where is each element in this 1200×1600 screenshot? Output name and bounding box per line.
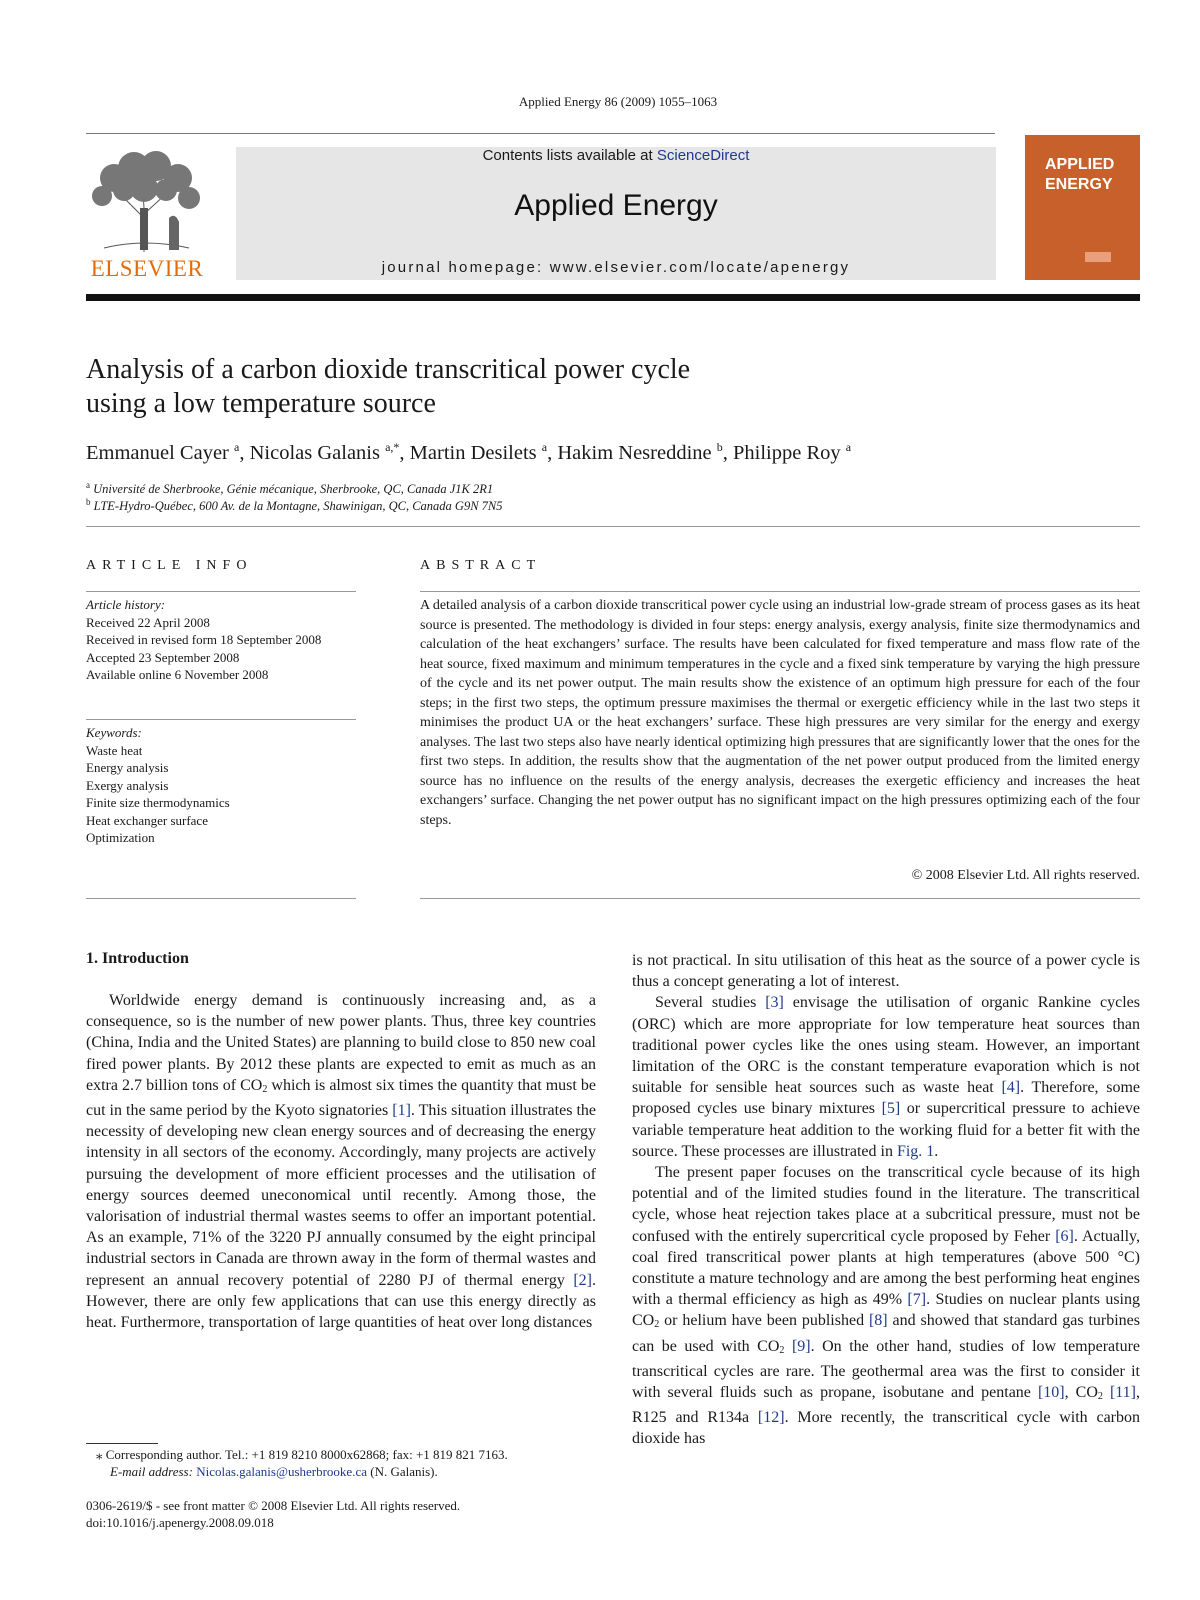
author-affiliation-mark: a [234,440,240,454]
journal-banner [236,147,996,280]
text-run: Several studies [655,994,766,1012]
affiliation-mark: a [86,480,90,490]
reference-link[interactable]: [1] [392,1102,411,1120]
text-run: . Studies on nuclear plants using CO [632,1291,1140,1330]
abstract-heading: ABSTRACT [420,558,542,573]
text-run: . Actually, coal fired transcritical power plants at high temperatures (above 500 °C) constitute a mature technology and are among the best performing heat engines with a thermal efficiency as high as 49% [632,1227,1140,1309]
header-rule [86,133,995,134]
author-affiliation-mark: b [716,440,723,454]
keywords-rule [86,719,356,720]
contents-prefix: Contents lists available at [482,147,657,164]
history-label: Article history: [86,597,166,612]
doi-line[interactable]: doi:10.1016/j.apenergy.2008.09.018 [86,1515,274,1530]
reference-link[interactable]: [5] [881,1100,901,1118]
keywords-label: Keywords: [86,725,142,740]
reference-link[interactable]: [9] [791,1337,811,1355]
affiliation-b [86,497,503,514]
text-run: . However, there are only few applications that can use this energy directly as heat. Furthermore, transportation of large quantities of heat over long distances [86,1271,596,1332]
keyword: Waste heat [86,742,143,758]
subscript: 2 [262,1083,268,1095]
text-run: . [934,1142,939,1160]
figure-link[interactable]: Fig. 1 [896,1142,935,1160]
abstract-rule [420,591,1140,592]
reference-link[interactable]: [7] [907,1291,927,1309]
subscript: 2 [1097,1391,1103,1403]
text-run [1103,1384,1110,1401]
body-column-right [632,950,1140,1450]
reference-link[interactable]: [4] [1001,1079,1021,1097]
corresponding-author-footnote [96,1446,616,1480]
revised-date: Received in revised form 18 September 2008 [86,632,322,647]
keyword: Heat exchanger surface [86,812,208,828]
text-run: Worldwide energy demand is continuously increasing and, as a consequence, so is the number of new power plants. Thus, three key countries (China, India and the United States) are planning to build close to 850 new coal fired power plants. By 2012 these plants are expected to emit as much as an extra 2.7 billion tons of CO [86,992,596,1094]
author-name: Martin Desilets [409,441,537,464]
footnote-star: ⁎ [96,1447,103,1462]
article-info-bottom-rule [86,898,356,899]
footnote-contact: Corresponding author. Tel.: +1 819 8210 8000x62868; fax: +1 819 821 7163. [105,1447,508,1462]
reference-link[interactable]: [12] [757,1409,785,1427]
author-list: Emmanuel Cayer $^a$, Nicolas Galanis $^{a,*}$, Martin Desilets $^a$, Hakim Nesreddine $^b$, Philippe Roy $^a$ [86,440,852,464]
text-run: and showed that standard gas turbines can be used with CO [632,1312,1140,1355]
article-info-rule [86,591,356,592]
affiliation-mark: b [86,497,91,507]
article-info-heading: ARTICLE INFO [86,558,253,573]
subscript: 2 [779,1344,785,1356]
author-name: Philippe Roy [733,441,841,464]
article-title [86,353,986,421]
subscript: 2 [654,1319,660,1331]
paragraph [632,992,1140,1162]
author-affiliation-mark: a,* [385,440,400,454]
body-column-left [86,990,596,1333]
text-run: envisage the utilisation of organic Rankine cycles (ORC) which are more appropriate for low temperature heat sources than traditional power cycles like the ones using steam. However, an important limitation of the ORC is the constant temperature evaporation which is not suitable for sensible heat sources such as waste heat [632,994,1140,1097]
abstract-copyright: © 2008 Elsevier Ltd. All rights reserved. [911,868,1140,883]
online-date: Available online 6 November 2008 [86,667,269,682]
cover-line-1: APPLIED [1045,156,1115,173]
affiliation-a [86,480,493,497]
journal-citation: Applied Energy 86 (2009) 1055–1063 [518,94,718,109]
text-run [784,1338,792,1355]
author-affiliation-mark: a [541,440,548,454]
text-run: . Therefore, some proposed cycles use binary mixtures [632,1079,1140,1118]
text-run: , R125 and R134a [632,1384,1140,1427]
author-name: Nicolas Galanis [249,441,380,464]
abstract-bottom-rule [420,898,1140,899]
accepted-date: Accepted 23 September 2008 [86,649,240,665]
reference-link[interactable]: [2] [573,1271,592,1289]
section-heading-introduction: 1. Introduction [86,950,189,967]
elsevier-tree-icon [84,148,210,256]
keyword: Finite size thermodynamics [86,795,230,810]
text-run: is not practical. In situ utilisation of this heat as the source of a power cycle is thus a concept generating a lot of interest. [632,952,1140,991]
author-name: Emmanuel Cayer [86,441,229,464]
reference-link[interactable]: [8] [868,1312,888,1330]
journal-homepage[interactable]: journal homepage: www.elsevier.com/locate/apenergy [381,259,851,276]
front-matter [86,1497,606,1531]
title-line-2: using a low temperature source [86,388,436,419]
reference-link[interactable]: [6] [1055,1227,1074,1245]
keyword: Energy analysis [86,760,169,775]
affiliation-rule [86,526,1140,527]
affiliation-text: Université de Sherbrooke, Génie mécanique, Sherbrooke, QC, Canada J1K 2R1 [93,482,494,497]
text-run: The present paper focuses on the transcritical cycle because of its high potential and of the limited studies found in the literature. The transcritical cycle, whose heat rejection takes place at a subcritical pressure, must not be confused with the entirely supercritical cycle proposed by Feher [632,1164,1140,1245]
text-run: . More recently, the transcritical cycle with carbon dioxide has [632,1409,1140,1448]
abstract-text: A detailed analysis of a carbon dioxide transcritical power cycle using an industrial low-grade stream of process gases as its heat source is presented. The methodology is divided in four steps: energy analysis, exergy analysis, finite size thermodynamics and calculation of the heat exchangers’ surface. The results have been calculated for fixed temperature and mass flow rate of the heat source, fixed maximum and minimum temperatures in the cycle and a fixed sink temperature by varying the high pressure of the cycle and its net power output. The main results show the existence of an optimum high pressure for each of the four steps; in the first two steps, the optimum pressure maximises the thermal or exergetic efficiency while in the last two steps it minimises the product UA or the heat exchangers’ surface. These high pressures are very similar for the energy and exergy analyses. The last two steps also have nearly identical optimizing high pressures that are significantly lower that the ones for the first two steps. In addition, the results show that the augmentation of the net power output produced from the limited energy source has no influence on the results of the energy analysis, decreases the exergetic efficiency and increases the heat exchangers’ surface. Changing the net power output has no significant impact on the high pressures optimizing each of the four steps. [420,598,1140,828]
text-run: . On the other hand, studies of low temperature transcritical cycles are rare. The geothermal area was the first to consider it with several fluids such as propane, isobutane and pentane [632,1337,1141,1402]
reference-link[interactable]: [3] [765,994,784,1012]
footnote-rule [86,1443,158,1444]
email-label: E-mail address: [110,1464,197,1479]
paragraph [632,950,1140,992]
received-date: Received 22 April 2008 [86,614,210,630]
header-thick-rule [86,294,1140,301]
email-link[interactable]: Nicolas.galanis@usherbrooke.ca [196,1464,367,1479]
text-run: , CO [1064,1384,1098,1402]
reference-link[interactable]: [10] [1037,1384,1065,1402]
text-run: or supercritical pressure to achieve variable temperature heat addition to the working fluid for a better fit with the source. These processes are illustrated in [632,1100,1140,1160]
sciencedirect-link[interactable]: ScienceDirect [656,147,750,164]
elsevier-logo [84,148,210,282]
paragraph [632,1162,1140,1450]
text-run: or helium have been published [659,1312,869,1330]
keyword: Optimization [86,830,155,845]
article-history [86,596,356,684]
journal-cover [1025,135,1140,280]
text-run: which is almost six times the quantity that must be cut in the same period by the Kyoto signatories [86,1076,597,1120]
reference-link[interactable]: [11] [1109,1384,1136,1402]
affiliation-text: LTE-Hydro-Québec, 600 Av. de la Montagne, Shawinigan, QC, Canada G9N 7N5 [93,499,503,514]
keywords [86,724,356,847]
cover-publisher-mark [1085,252,1111,262]
author-affiliation-mark: a [845,440,852,454]
text-run: . This situation illustrates the necessity of developing new clean energy sources and of decreasing the energy intensity in all sectors of the economy. Accordingly, many projects are actively pursuing the development of more efficient processes and the utilisation of energy sources deemed uneconomical until recently. Among those, the valorisation of industrial thermal wastes seems to offer an important potential. As an example, 71% of the 3220 PJ annually consumed by the eight principal industrial sectors in Canada are thrown away in the form of thermal wastes and represent an annual recovery potential of 2280 PJ of thermal energy [86,1102,596,1289]
keyword: Exergy analysis [86,777,169,793]
title-line-1: Analysis of a carbon dioxide transcritical power cycle [86,354,691,385]
contents-line [236,147,996,164]
elsevier-wordmark: ELSEVIER [90,256,204,281]
paragraph [86,990,596,1333]
email-suffix: (N. Galanis). [367,1464,438,1479]
issn-line: 0306-2619/$ - see front matter © 2008 Elsevier Ltd. All rights reserved. [86,1498,461,1513]
author-name: Hakim Nesreddine [557,441,712,464]
journal-name: Applied Energy [514,189,718,222]
cover-line-2: ENERGY [1045,176,1113,193]
